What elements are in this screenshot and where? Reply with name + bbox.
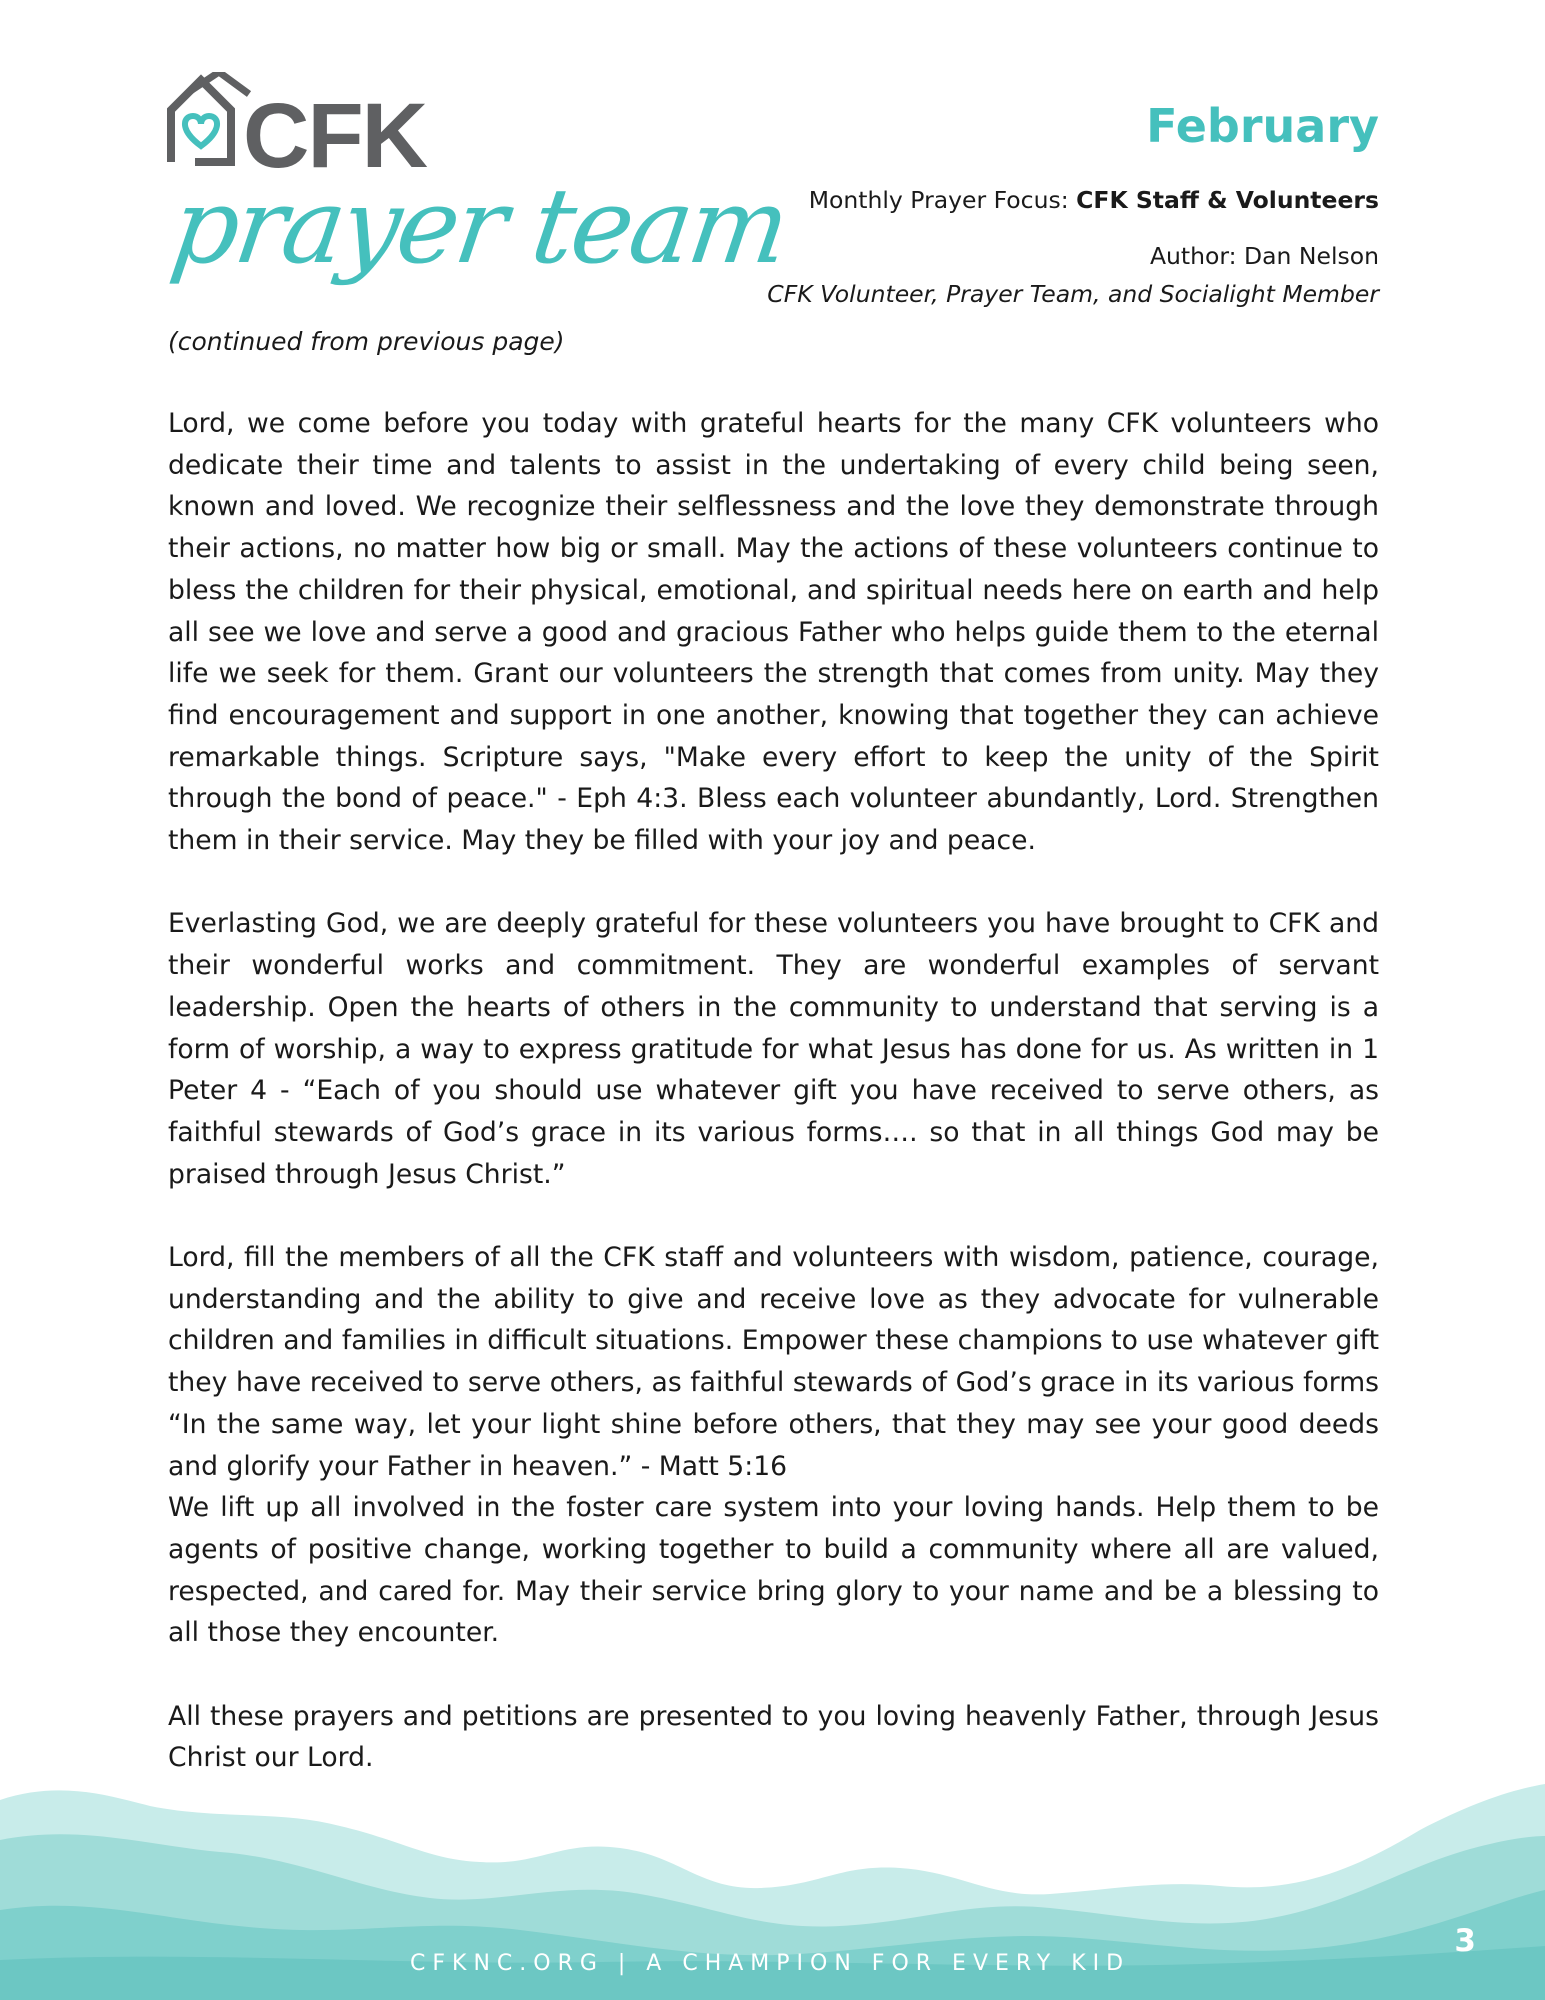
prayer-focus-line bbox=[808, 186, 1379, 214]
paragraph: All these prayers and petitions are presented to you loving heavenly Father, through Jesus Christ our Lord. bbox=[168, 1700, 1379, 1774]
prayer-body bbox=[168, 403, 1379, 1779]
month-title: February bbox=[1146, 99, 1379, 153]
cfk-prayer-team-logo bbox=[164, 72, 794, 312]
continued-note: (continued from previous page) bbox=[168, 327, 565, 356]
footer-tagline: CFKNC.ORG | A CHAMPION FOR EVERY KID bbox=[410, 1951, 1131, 1976]
paragraph: We lift up all involved in the foster care system into your loving hands. Help them to be agents of positive change, working together to build a community where all are valued, respected, and cared for. May their service bring glory to your name and be a blessing to all those they encounter. bbox=[168, 1492, 1379, 1649]
logo-script-text: prayer team bbox=[164, 165, 794, 287]
page-number: 3 bbox=[1454, 1923, 1476, 1959]
author-role: CFK Volunteer, Prayer Team, and Socialight Member bbox=[767, 280, 1379, 308]
paragraph: Lord, we come before you today with grateful hearts for the many CFK volunteers who dedicate their time and talents to assist in the undertaking of every child being seen, known and loved. We recognize their selflessness and the love they demonstrate through their actions, no matter how big or small. May the actions of these volunteers continue to bless the children for their physical, emotional, and spiritual needs here on earth and help all see we love and serve a good and gracious Father who helps guide them to the eternal life we seek for them. Grant our volunteers the strength that comes from unity. May they find encouragement and support in one another, knowing that together they can achieve remarkable things. Scripture says, "Make every effort to keep the unity of the Spirit through the bond of peace." - Eph 4:3. Bless each volunteer abundantly, Lord. Strengthen them in their service. May they be filled with your joy and peace. bbox=[168, 408, 1379, 857]
prayer-focus-label: Monthly Prayer Focus: bbox=[808, 186, 1077, 214]
author-line: Author: Dan Nelson bbox=[1149, 242, 1379, 270]
paragraph: Everlasting God, we are deeply grateful for these volunteers you have brought to CFK and their wonderful works and commitment. They are wonderful examples of servant leadership. Open the hearts of others in the community to understand that serving is a form of worship, a way to express gratitude for what Jesus has done for us. As written in 1 Peter 4 - “Each of you should use whatever gift you have received to serve others, as faithful stewards of God’s grace in its various forms…. so that in all things God may be praised through Jesus Christ.” bbox=[168, 908, 1379, 1190]
logo-brand-text: CFK bbox=[243, 85, 427, 187]
paragraph: Lord, fill the members of all the CFK staff and volunteers with wisdom, patience, courage, understanding and the ability to give and receive love as they advocate for vulnerable children and families in difficult situations. Empower these champions to use whatever gift they have received to serve others, as faithful stewards of God’s grace in its various forms “In the same way, let your light shine before others, that they may see your good deeds and glorify your Father in heaven.” - Matt 5:16 bbox=[168, 1242, 1379, 1482]
prayer-focus-value: CFK Staff & Volunteers bbox=[1076, 186, 1379, 214]
